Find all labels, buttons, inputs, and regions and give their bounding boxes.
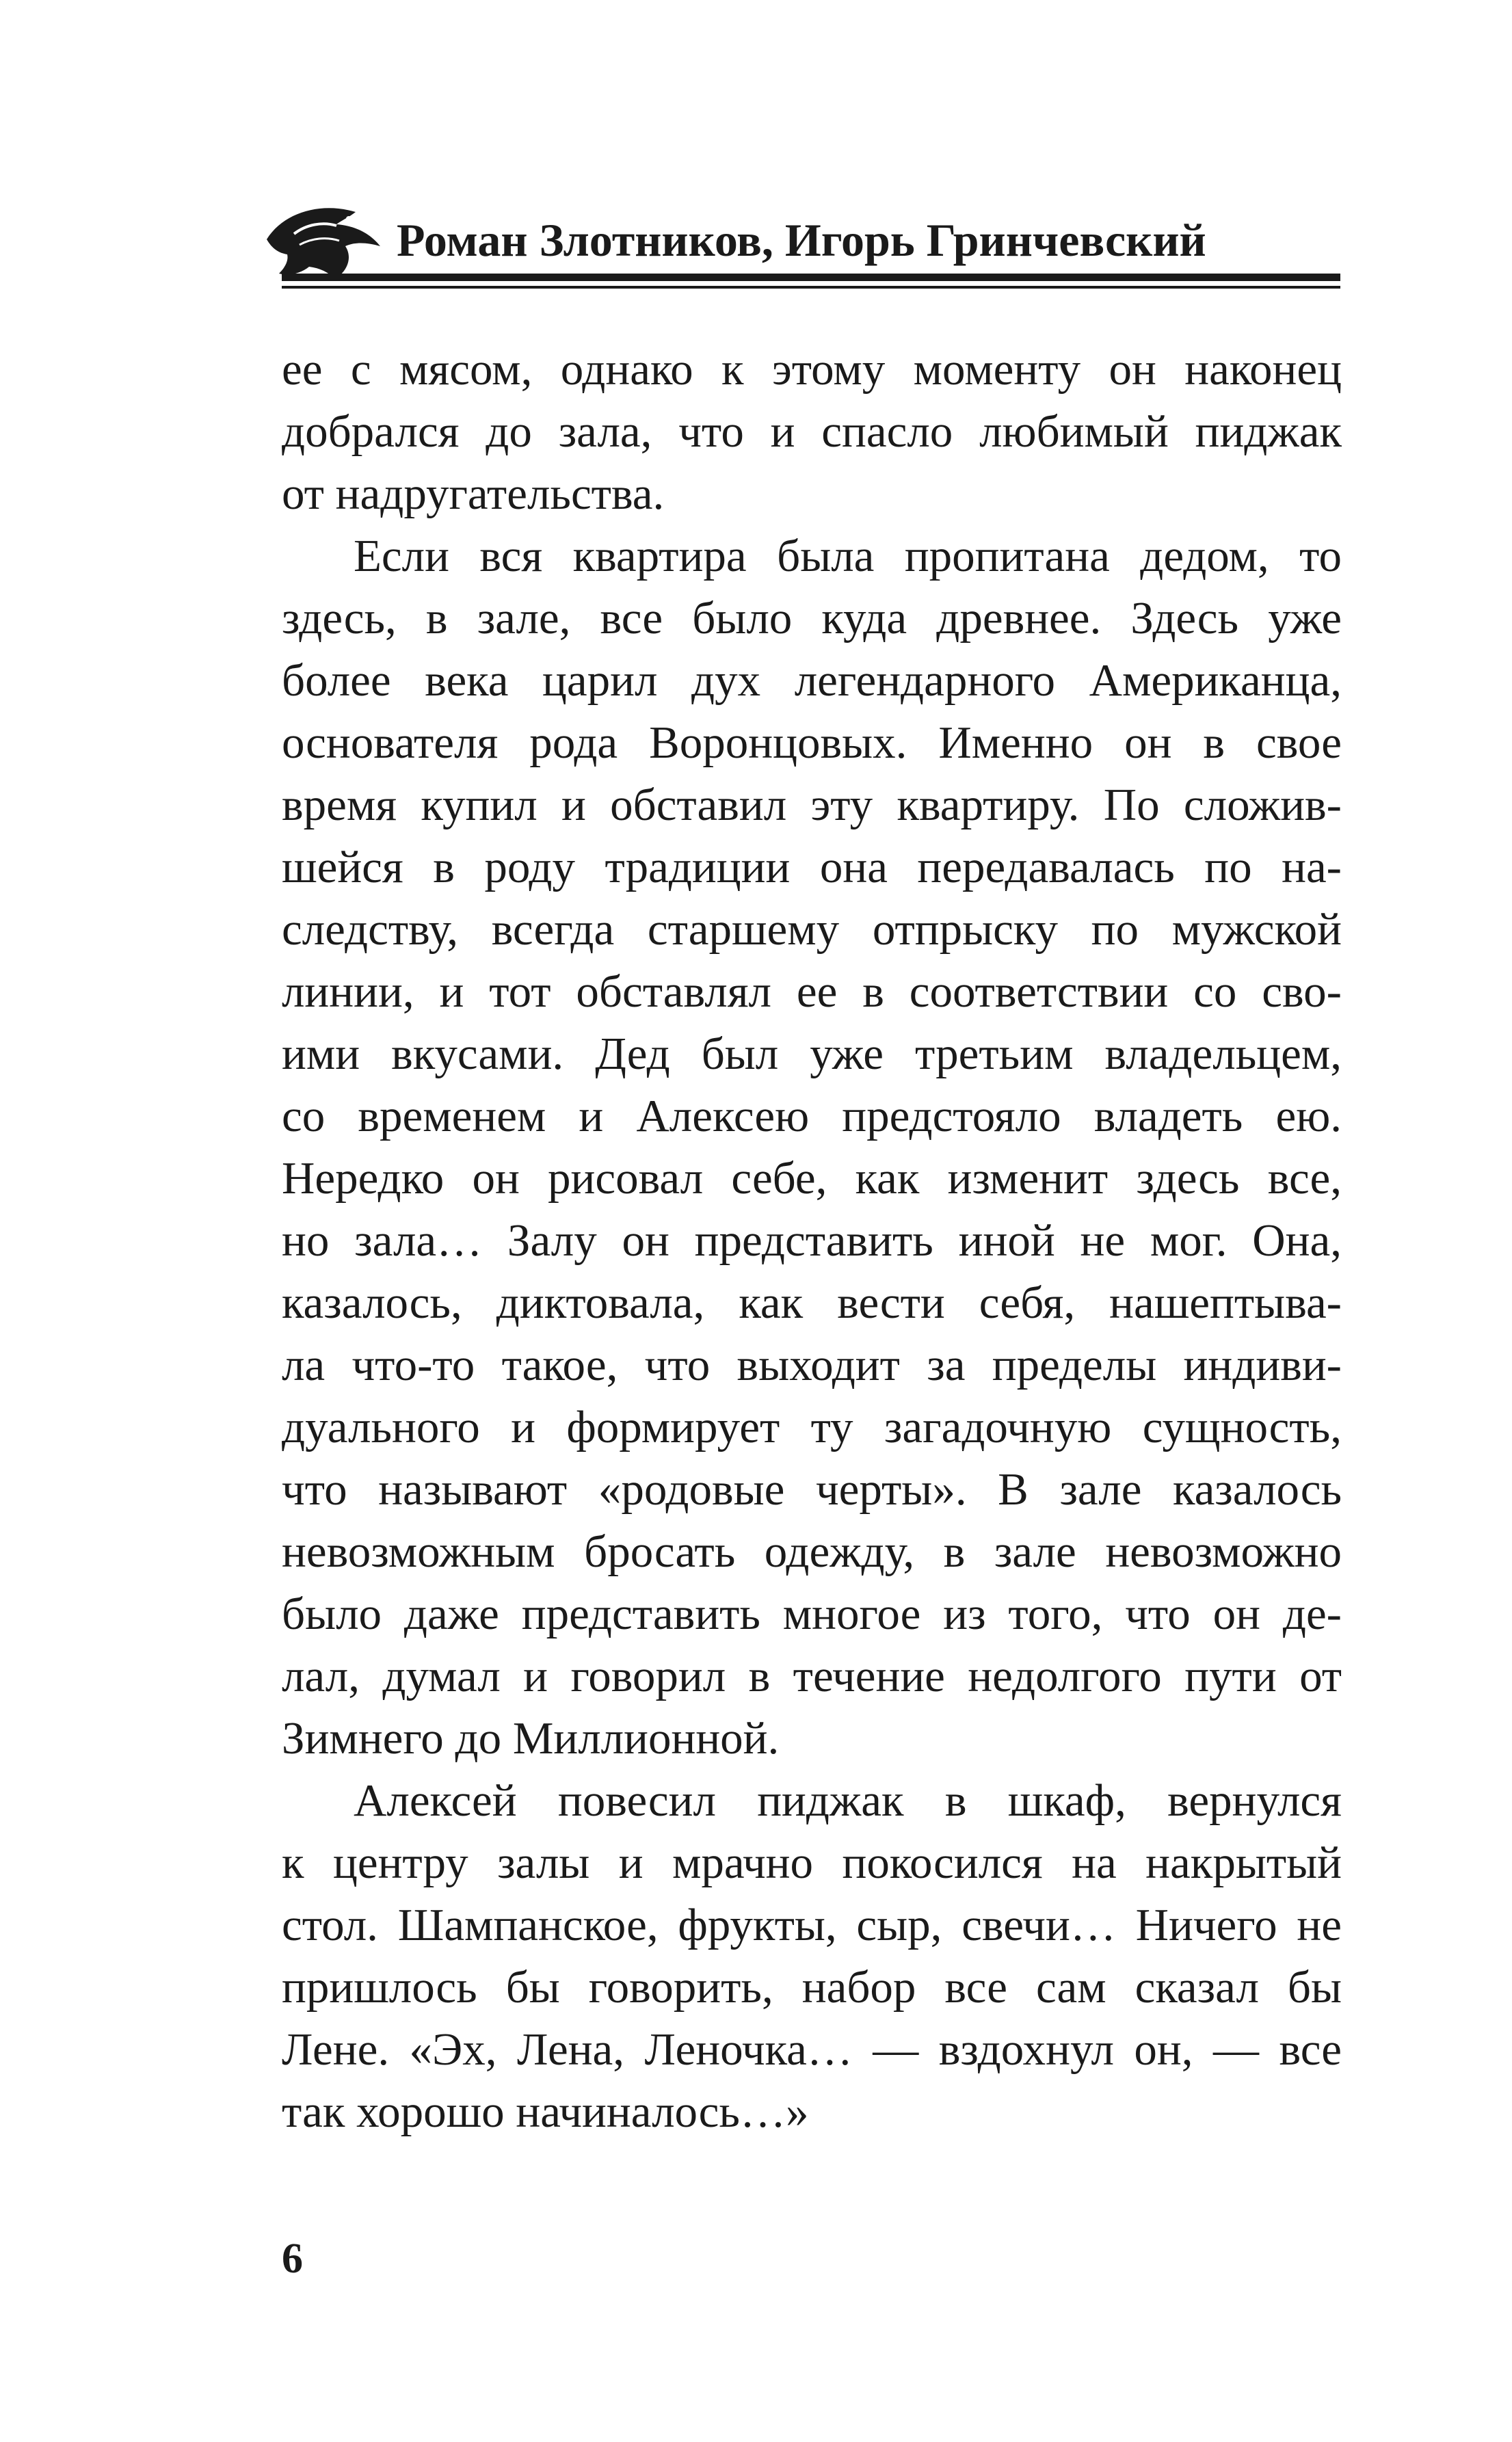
text-line: лал, думал и говорил в течение недолгого пути от: [282, 1651, 1342, 1701]
running-header: [246, 171, 1340, 294]
text-line: дуального и формирует ту загадочную сущность,: [282, 1402, 1342, 1452]
text-line: линии, и тот обставлял ее в соответствии со сво-: [282, 966, 1342, 1017]
text-line: ее с мясом, однако к этому моменту он наконец: [282, 344, 1342, 395]
text-line: но зала… Залу он представить иной не мог. Она,: [282, 1215, 1342, 1266]
text-line: добрался до зала, что и спасло любимый пиджак: [282, 406, 1342, 457]
paragraph: [282, 339, 1342, 525]
text-line: казалось, диктовала, как вести себя, нашептыва-: [282, 1277, 1342, 1328]
text-line: Алексей повесил пиджак в шкаф, вернулся: [354, 1775, 1342, 1826]
text-line: Если вся квартира была пропитана дедом, то: [354, 531, 1342, 581]
text-line: ла что-то такое, что выходит за пределы индиви-: [282, 1340, 1342, 1390]
header-rule-thick: [282, 274, 1340, 281]
book-authors-title: Роман Злотников, Игорь Гринчевский: [397, 214, 1206, 266]
text-line: невозможным бросать одежду, в зале невозможно: [282, 1526, 1342, 1577]
text-line: ими вкусами. Дед был уже третьим владельцем,: [282, 1028, 1342, 1079]
text-line: следству, всегда старшему отпрыску по мужской: [282, 904, 1342, 955]
text-line: время купил и обставил эту квартиру. По сложив-: [282, 780, 1342, 830]
page-number: 6: [282, 2235, 303, 2282]
text-line: Нередко он рисовал себе, как изменит здесь все,: [282, 1153, 1342, 1204]
text-line: со временем и Алексею предстояло владеть ею.: [282, 1091, 1342, 1141]
text-line: основателя рода Воронцовых. Именно он в свое: [282, 717, 1342, 768]
paragraph: [282, 525, 1342, 1770]
text-line: от надругательства.: [282, 468, 665, 519]
text-line: шейся в роду традиции она передавалась по на-: [282, 842, 1342, 892]
header-rule-thin: [282, 286, 1340, 289]
text-line: пришлось бы говорить, набор все сам сказал бы: [282, 1962, 1342, 2013]
text-line: что называют «родовые черты». В зале казалось: [282, 1464, 1342, 1515]
text-line: более века царил дух легендарного Американца,: [282, 655, 1342, 706]
text-line: к центру залы и мрачно покосился на накрытый: [282, 1837, 1342, 1888]
text-line: было даже представить многое из того, что он де-: [282, 1589, 1342, 1639]
text-line: так хорошо начиналось…»: [282, 2086, 809, 2137]
paragraph: [282, 1770, 1342, 2143]
raven-logo-icon: [246, 191, 383, 287]
text-line: стол. Шампанское, фрукты, сыр, свечи… Ничего не: [282, 1900, 1342, 1950]
text-line: Зимнего до Миллионной.: [282, 1713, 780, 1764]
text-line: здесь, в зале, все было куда древнее. Здесь уже: [282, 593, 1342, 643]
text-line: Лене. «Эх, Лена, Леночка… — вздохнул он, — все: [282, 2024, 1342, 2075]
body-text: [282, 339, 1342, 2143]
